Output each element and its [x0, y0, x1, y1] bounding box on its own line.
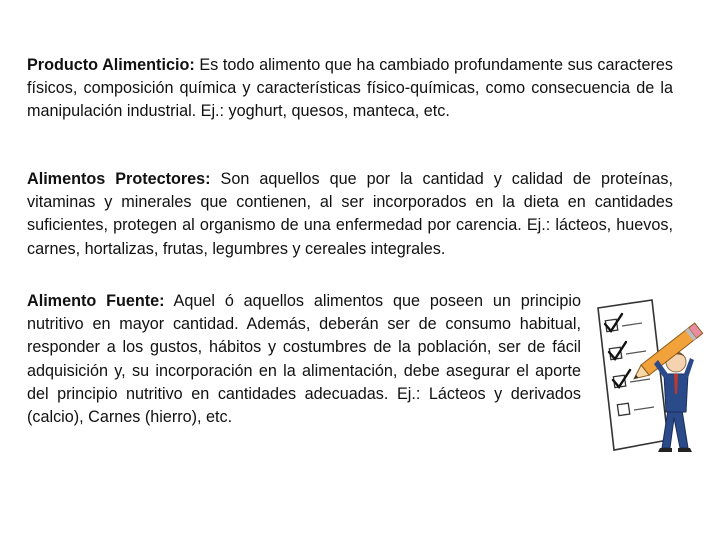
- definition-term: Alimento Fuente:: [27, 292, 165, 310]
- checklist-pencil-man-icon: [590, 290, 710, 460]
- definition-text: Es todo alimento que ha cambiado profundamente sus caracteres físicos, composición química y características físico-químicas, como consecuencia de la manipulación industrial. Ej.: yoghurt, quesos, manteca, etc.: [27, 56, 673, 121]
- definition-text: Son aquellos que por la cantidad y calidad de proteínas, vitaminas y minerales que contienen, al ser incorporados en la dieta en cantidades suficientes, protegen al organismo de una enfermedad por carencia. Ej.: lácteos, huevos, carnes, hortalizas, frutas, legumbres y cereales integrales.: [27, 170, 673, 258]
- definition-term: Alimentos Protectores:: [27, 170, 211, 188]
- definition-alimentos-protectores: [27, 168, 673, 261]
- definition-producto-alimenticio: [27, 54, 673, 124]
- definition-term: Producto Alimenticio:: [27, 56, 195, 74]
- definition-text: Aquel ó aquellos alimentos que poseen un principio nutritivo en mayor cantidad. Además, deberán ser de consumo habitual, responder a los gustos, hábitos y costumbres de la población, ser de fácil adquisición y, su incorporación en la alimentación, debe asegurar el aporte del principio nutritivo en cantidades adecuadas. Ej.: Lácteos y derivados (calcio), Carnes (hierro), etc.: [27, 292, 581, 427]
- definition-alimento-fuente: [27, 290, 581, 429]
